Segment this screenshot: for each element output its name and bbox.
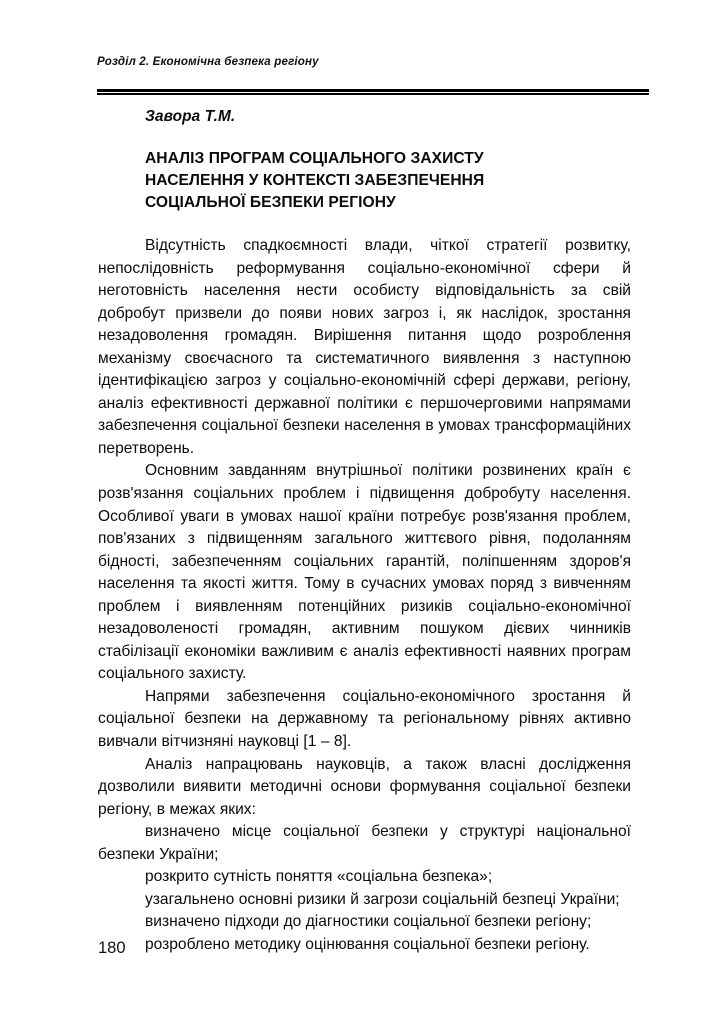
list-item: визначено місце соціальної безпеки у структурі національної безпеки України; xyxy=(98,823,631,863)
article-title-line-3: СОЦІАЛЬНОЇ БЕЗПЕКИ РЕГІОНУ xyxy=(145,193,396,211)
list-item: визначено підходи до діагностики соціальної безпеки регіону; xyxy=(145,913,592,931)
article-author: Завора Т.М. xyxy=(145,108,236,125)
body-paragraph: Аналіз напрацювань науковців, а також власні дослідження дозволили виявити методичні основи формування соціальної безпеки регіону, в межах яких: xyxy=(98,755,631,818)
header-double-rule xyxy=(97,89,649,95)
body-paragraph: Відсутність спадкоємності влади, чіткої стратегії розвитку, непослідовність реформування соціально-економічної сфери й неготовність населення нести особисту відповідальність за свій добробут призвели до появи нових загроз і, як наслідок, зростання незадоволення громадян. Вирішення питання щодо розроблення механізму своєчасного та систематичного виявлення з наступною ідентифікацією загроз у соціально-економічній сфері держави, регіону, аналіз ефективності державної політики є першочерговими напрямами забезпечення соціальної безпеки населення в умовах трансформаційних перетворень. xyxy=(98,236,631,457)
article-block xyxy=(98,106,631,956)
list-item: узагальнено основні ризики й загрози соціальній безпеці України; xyxy=(145,890,620,908)
article-title xyxy=(145,148,631,214)
body-paragraph: Напрями забезпечення соціально-економічного зростання й соціальної безпеки на державному та регіональному рівнях активно вивчали вітчизняні науковці [1 – 8]. xyxy=(98,687,631,751)
article-title-line-1: АНАЛІЗ ПРОГРАМ СОЦІАЛЬНОГО ЗАХИСТУ xyxy=(145,149,484,167)
list-item: розроблено методику оцінювання соціальної безпеки регіону. xyxy=(145,935,590,953)
rule-thin-line xyxy=(97,93,649,95)
article-body xyxy=(98,235,631,957)
page-number: 180 xyxy=(98,939,126,957)
body-paragraph: Основним завданням внутрішньої політики розвинених країн є розв'язання соціальних проблем і підвищення добробуту населення. Особливої уваги в умовах нашої країни потребує розв'язання проблем, пов'язаних з підвищенням загального життєвого рівня, подоланням бідності, забезпеченням соціальних гарантій, поліпшенням здоров'я населення та якості життя. Тому в сучасних умовах поряд з вивченням проблем і виявленням потенційних ризиків соціально-економічної незадоволеності громадян, активним пошуком дієвих чинників стабілізації економіки важливим є аналіз ефективності наявних програм соціального захисту. xyxy=(98,462,631,683)
running-head: Розділ 2. Економічна безпека регіону xyxy=(97,55,319,68)
list-item: розкрито сутність поняття «соціальна безпека»; xyxy=(145,868,493,886)
article-title-line-2: НАСЕЛЕННЯ У КОНТЕКСТІ ЗАБЕЗПЕЧЕННЯ xyxy=(145,171,485,189)
